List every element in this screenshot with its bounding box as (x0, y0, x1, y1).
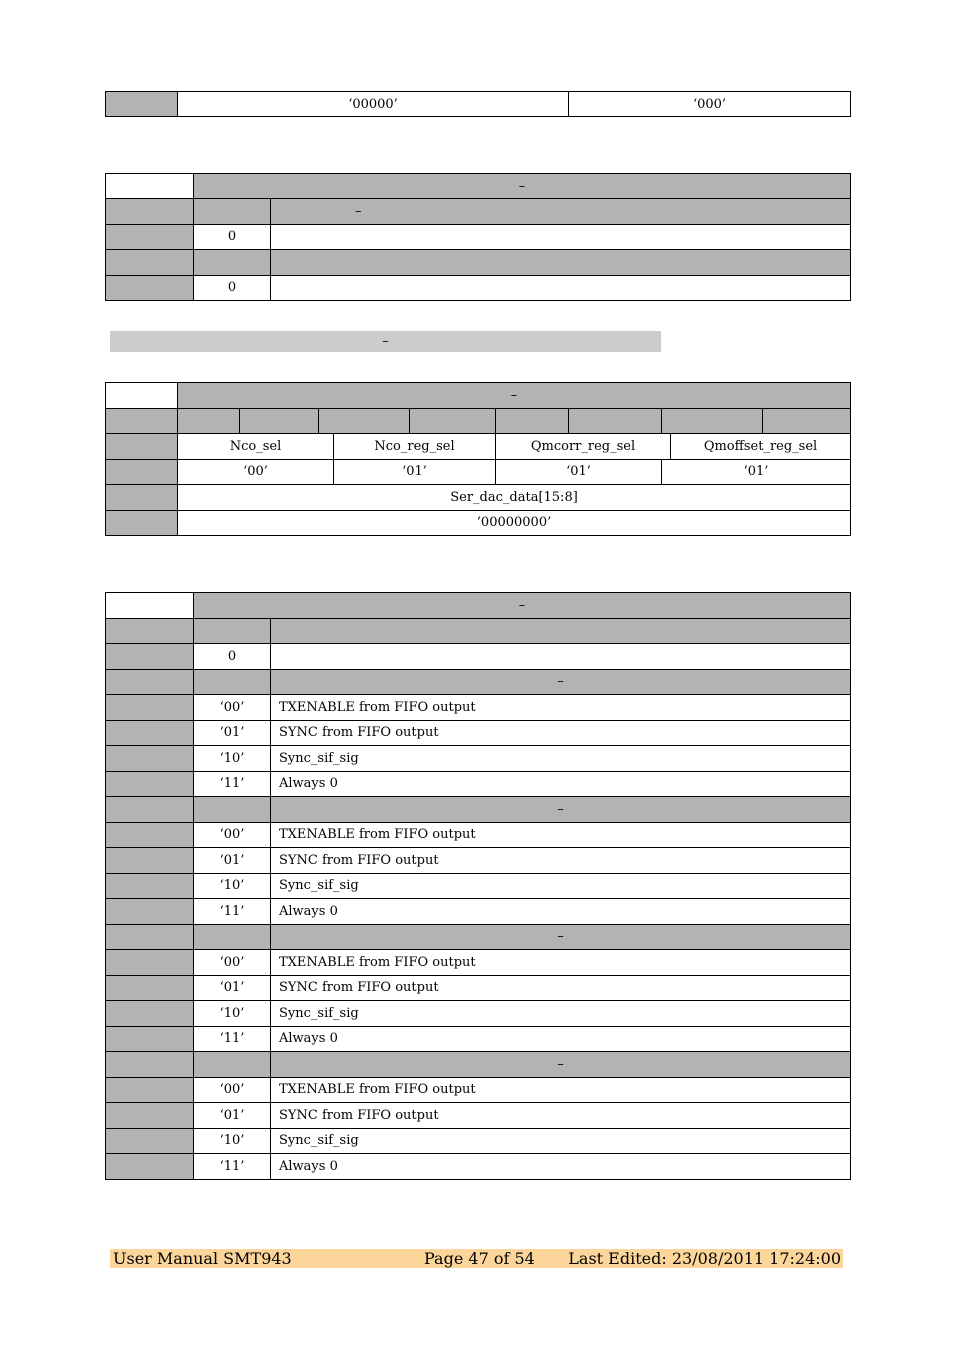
label-cell (106, 485, 178, 511)
field-name-cell: Qmcorr_reg_sel (496, 434, 671, 460)
label-cell (194, 669, 271, 695)
value-cell: ‘000’ (569, 92, 851, 117)
table-row (106, 593, 851, 619)
label-cell (106, 695, 194, 721)
corner-cell (106, 593, 194, 619)
table-row (106, 383, 851, 409)
field-name-cell: Ser_dac_data[15:8] (178, 485, 851, 511)
label-cell (106, 669, 194, 695)
table-row (106, 459, 851, 485)
label-cell (106, 848, 194, 874)
label-cell (194, 797, 271, 823)
table-row (106, 797, 851, 823)
table-row (106, 485, 851, 511)
bit-cell (319, 408, 410, 434)
label-cell (106, 1103, 194, 1129)
label-cell (106, 1052, 194, 1078)
table-row (106, 1052, 851, 1078)
code-cell: ‘10’ (194, 1001, 271, 1027)
field-name-cell: Nco_sel (178, 434, 334, 460)
label-cell (106, 797, 194, 823)
register-table-4 (105, 592, 851, 1180)
code-cell: ‘01’ (194, 1103, 271, 1129)
corner-cell (106, 174, 194, 199)
table-row (106, 275, 851, 300)
table-row (106, 199, 851, 224)
code-cell: ‘01’ (194, 848, 271, 874)
default-cell: ‘01’ (334, 459, 496, 485)
bit-cell (240, 408, 319, 434)
table-row (106, 924, 851, 950)
table-row (106, 899, 851, 925)
code-cell: ‘11’ (194, 1026, 271, 1052)
subheader-cell: – (271, 199, 851, 224)
footer-last-edited: Last Edited: 23/08/2011 17:24:00 (568, 1249, 841, 1268)
table-row (106, 1128, 851, 1154)
bit-cell (410, 408, 496, 434)
register-table-1 (105, 91, 851, 117)
code-cell: ‘10’ (194, 873, 271, 899)
bit-cell (496, 408, 569, 434)
label-cell (271, 250, 851, 275)
label-cell (194, 199, 271, 224)
label-cell (106, 1077, 194, 1103)
label-cell (194, 1052, 271, 1078)
table-header: – (194, 174, 851, 199)
default-cell: ‘01’ (662, 459, 851, 485)
group-header: – (271, 924, 851, 950)
field-name-cell: Nco_reg_sel (334, 434, 496, 460)
default-cell: ‘01’ (496, 459, 662, 485)
bit-cell (178, 408, 240, 434)
label-cell (106, 873, 194, 899)
desc-cell: Always 0 (271, 899, 851, 925)
label-cell (106, 771, 194, 797)
table-row (106, 1077, 851, 1103)
desc-cell (271, 275, 851, 300)
value-cell: ‘00000’ (178, 92, 569, 117)
code-cell: ‘00’ (194, 695, 271, 721)
label-cell (106, 459, 178, 485)
desc-cell: SYNC from FIFO output (271, 848, 851, 874)
label-cell (271, 618, 851, 644)
footer-page-number: Page 47 of 54 (424, 1249, 535, 1268)
value-cell: 0 (194, 644, 271, 670)
desc-cell: Always 0 (271, 1026, 851, 1052)
table-row (106, 873, 851, 899)
default-cell: ‘00000000’ (178, 510, 851, 536)
label-cell (106, 92, 178, 117)
label-cell (194, 618, 271, 644)
label-cell (106, 822, 194, 848)
label-cell (106, 975, 194, 1001)
label-cell (106, 250, 194, 275)
code-cell: ‘00’ (194, 950, 271, 976)
label-cell (106, 224, 194, 249)
label-cell (106, 275, 194, 300)
table-row (106, 822, 851, 848)
table-row (106, 950, 851, 976)
code-cell: ‘10’ (194, 746, 271, 772)
desc-cell: TXENABLE from FIFO output (271, 822, 851, 848)
desc-cell: Sync_sif_sig (271, 746, 851, 772)
label-cell (106, 1026, 194, 1052)
desc-cell (271, 224, 851, 249)
register-table-2 (105, 173, 851, 301)
table-row (106, 250, 851, 275)
code-cell: ‘11’ (194, 899, 271, 925)
label-cell (106, 899, 194, 925)
group-header: – (271, 797, 851, 823)
desc-cell: TXENABLE from FIFO output (271, 950, 851, 976)
table-row (106, 695, 851, 721)
table-row (106, 669, 851, 695)
register-table-3 (105, 382, 851, 536)
label-cell (106, 720, 194, 746)
desc-cell: SYNC from FIFO output (271, 720, 851, 746)
desc-cell (271, 644, 851, 670)
label-cell (106, 746, 194, 772)
field-name-cell: Qmoffset_reg_sel (671, 434, 851, 460)
footer-document-title: User Manual SMT943 (113, 1249, 292, 1268)
label-cell (106, 1154, 194, 1180)
desc-cell: Always 0 (271, 1154, 851, 1180)
table-row (106, 1103, 851, 1129)
label-cell (106, 924, 194, 950)
table-header: – (194, 593, 851, 619)
table-row (106, 174, 851, 199)
table-row (106, 1026, 851, 1052)
label-cell (106, 950, 194, 976)
code-cell: ‘01’ (194, 975, 271, 1001)
table-row (106, 618, 851, 644)
label-cell (106, 434, 178, 460)
label-cell (106, 618, 194, 644)
group-header: – (271, 1052, 851, 1078)
code-cell: ‘01’ (194, 720, 271, 746)
code-cell: ‘11’ (194, 771, 271, 797)
label-cell (106, 199, 194, 224)
bit-cell (662, 408, 763, 434)
section-heading: – (110, 331, 661, 352)
table-row (106, 1154, 851, 1180)
desc-cell: Sync_sif_sig (271, 873, 851, 899)
value-cell: 0 (194, 224, 271, 249)
label-cell (194, 250, 271, 275)
desc-cell: Always 0 (271, 771, 851, 797)
label-cell (106, 510, 178, 536)
label-cell (106, 408, 178, 434)
table-row (106, 224, 851, 249)
label-cell (106, 644, 194, 670)
bit-cell (569, 408, 662, 434)
table-row (106, 92, 851, 117)
table-row (106, 644, 851, 670)
value-cell: 0 (194, 275, 271, 300)
table-row (106, 434, 851, 460)
desc-cell: SYNC from FIFO output (271, 975, 851, 1001)
table-row (106, 408, 851, 434)
corner-cell (106, 383, 178, 409)
table-row (106, 720, 851, 746)
desc-cell: SYNC from FIFO output (271, 1103, 851, 1129)
desc-cell: TXENABLE from FIFO output (271, 1077, 851, 1103)
code-cell: ‘10’ (194, 1128, 271, 1154)
page-footer (110, 1249, 843, 1268)
code-cell: ‘00’ (194, 822, 271, 848)
label-cell (106, 1001, 194, 1027)
table-row (106, 746, 851, 772)
table-row (106, 510, 851, 536)
label-cell (194, 924, 271, 950)
code-cell: ‘00’ (194, 1077, 271, 1103)
code-cell: ‘11’ (194, 1154, 271, 1180)
default-cell: ‘00’ (178, 459, 334, 485)
label-cell (106, 1128, 194, 1154)
bit-cell (763, 408, 851, 434)
table-row (106, 975, 851, 1001)
desc-cell: Sync_sif_sig (271, 1128, 851, 1154)
desc-cell: TXENABLE from FIFO output (271, 695, 851, 721)
table-row (106, 848, 851, 874)
table-row (106, 771, 851, 797)
desc-cell: Sync_sif_sig (271, 1001, 851, 1027)
table-header: – (178, 383, 851, 409)
group-header: – (271, 669, 851, 695)
table-row (106, 1001, 851, 1027)
